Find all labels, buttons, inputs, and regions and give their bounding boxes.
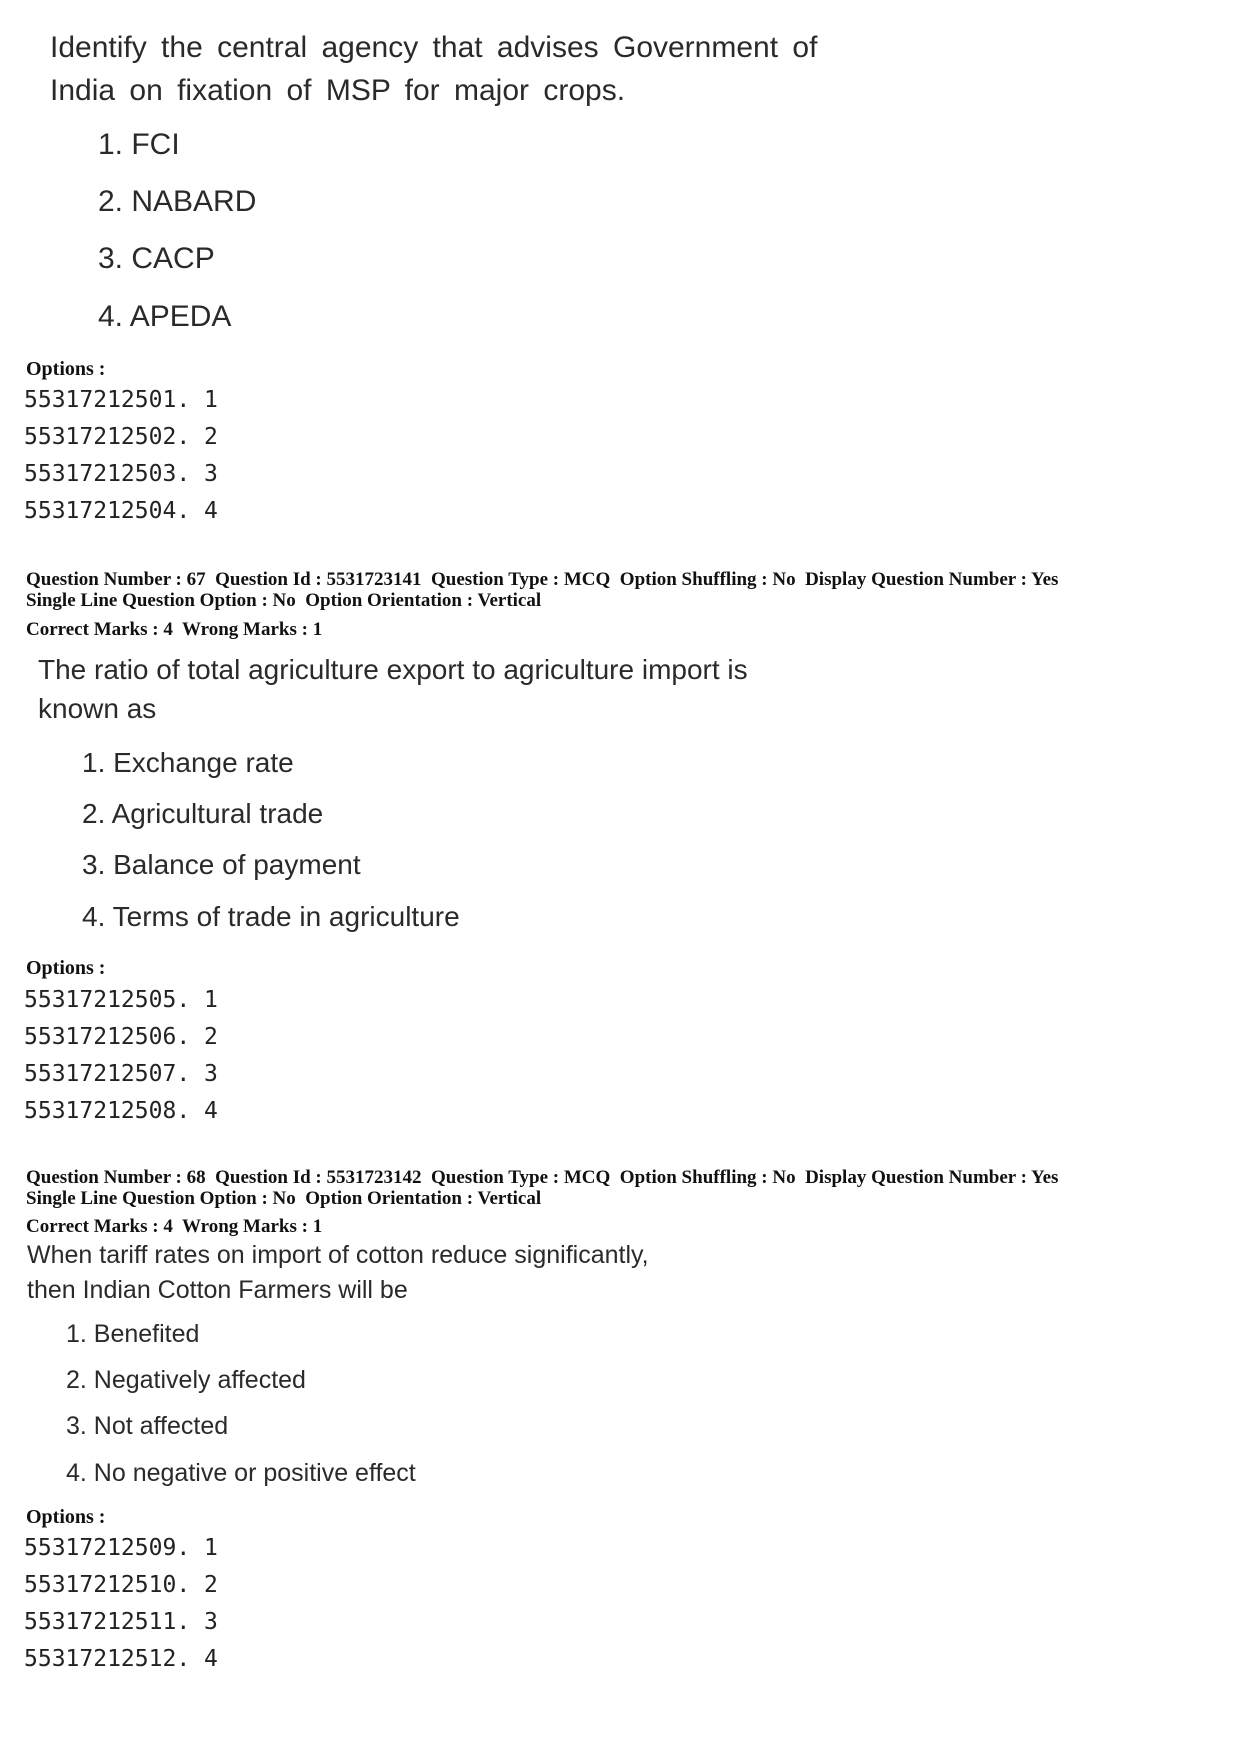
q66-question-line-1: Identify the central agency that advises Government of [50,31,818,64]
q68-option-id-1: 55317212509. 1 [24,1535,218,1561]
q68-question-text [27,1238,649,1308]
q66-choice-1: 1. FCI [98,128,180,161]
q68-marks: Correct Marks : 4 Wrong Marks : 1 [26,1216,323,1237]
q67-option-id-1: 55317212505. 1 [24,987,218,1013]
q66-option-ids [24,382,218,530]
q66-options-label: Options : [26,358,106,380]
q66-choice-3: 3. CACP [98,242,215,275]
q67-option-ids [24,982,218,1130]
q68-choice-1: 1. Benefited [66,1320,200,1348]
q67-meta-line-2: Single Line Question Option : No Option Orientation : Vertical [26,590,542,611]
q67-option-id-4: 55317212508. 4 [24,1098,218,1124]
q68-option-id-4: 55317212512. 4 [24,1646,218,1672]
q68-options-label: Options : [26,1506,106,1528]
q68-question-line-2: then Indian Cotton Farmers will be [27,1276,408,1304]
q68-option-ids [24,1530,218,1678]
q66-option-id-3: 55317212503. 3 [24,461,218,487]
q68-meta-line-1: Question Number : 68 Question Id : 5531723142 Question Type : MCQ Option Shuffling : No Display Question Number : Yes [26,1167,1059,1188]
q68-meta-line-2: Single Line Question Option : No Option Orientation : Vertical [26,1188,542,1209]
q66-question-text [50,26,817,112]
q66-question-line-2: India on fixation of MSP for major crops. [50,74,626,107]
q67-choice-3: 3. Balance of payment [82,849,361,880]
q68-option-id-3: 55317212511. 3 [24,1609,218,1635]
q68-option-id-2: 55317212510. 2 [24,1572,218,1598]
q67-choice-1: 1. Exchange rate [82,747,294,778]
q67-marks: Correct Marks : 4 Wrong Marks : 1 [26,619,323,640]
q66-choice-4: 4. APEDA [98,300,232,333]
q68-meta [26,1167,1058,1209]
q68-choice-2: 2. Negatively affected [66,1366,306,1394]
q68-choice-4: 4. No negative or positive effect [66,1459,416,1487]
q67-question-line-2: known as [38,693,157,724]
q68-question-line-1: When tariff rates on import of cotton reduce significantly, [27,1241,649,1269]
q67-choice-4: 4. Terms of trade in agriculture [82,901,460,932]
q66-option-id-4: 55317212504. 4 [24,498,218,524]
q67-meta-line-1: Question Number : 67 Question Id : 5531723141 Question Type : MCQ Option Shuffling : No Display Question Number : Yes [26,569,1059,590]
q67-option-id-2: 55317212506. 2 [24,1024,218,1050]
q67-question-text [38,650,748,728]
q67-choice-2: 2. Agricultural trade [82,798,324,829]
q68-choice-3: 3. Not affected [66,1412,229,1440]
q66-option-id-1: 55317212501. 1 [24,387,218,413]
q66-choice-2: 2. NABARD [98,185,257,218]
q67-question-line-1: The ratio of total agriculture export to agriculture import is [38,654,748,685]
q66-option-id-2: 55317212502. 2 [24,424,218,450]
q67-option-id-3: 55317212507. 3 [24,1061,218,1087]
q67-meta [26,569,1058,611]
q67-options-label: Options : [26,957,106,979]
